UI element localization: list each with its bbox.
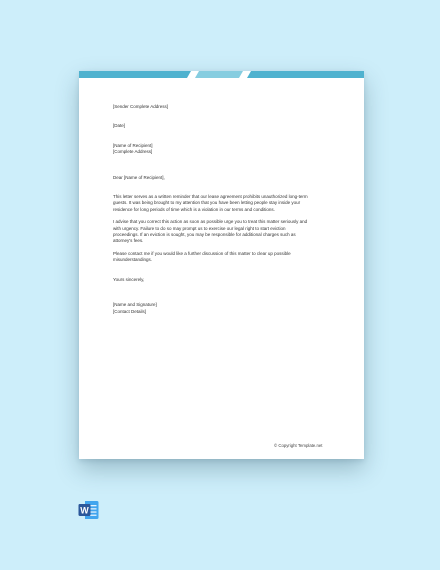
- paragraph-1-line: residence for long periods of time which is a violation in our terms and conditions.: [113, 206, 275, 212]
- word-line: [90, 505, 97, 506]
- word-line: [90, 508, 97, 509]
- microsoft-word-icon: [78, 500, 100, 520]
- letter-document: [79, 71, 364, 459]
- signature: [Name and Signature]: [113, 302, 157, 308]
- paragraph-2-line: with urgency. Failure to do so may prompt us to exercise our legal right to start eviction: [113, 225, 286, 231]
- paragraph-1-line: This letter serves as a written reminder that our lease agreement prohibits unauthorized long-term: [113, 194, 308, 200]
- sender-address: [Sender Complete Address]: [113, 104, 169, 109]
- letter-body: [113, 104, 339, 315]
- closing: Yours sincerely,: [113, 276, 145, 282]
- copyright-notice: © Copyright Template.net: [274, 443, 323, 448]
- salutation: Dear [Name of Recipient],: [113, 174, 165, 180]
- paragraph-3-line: misunderstandings.: [113, 257, 153, 263]
- word-line: [90, 515, 97, 516]
- paragraph-3-line: Please contact me if you would like a further discussion of this matter to clear up possible: [113, 250, 291, 256]
- header-accent-bar: [79, 71, 364, 78]
- word-badge-letter: W: [80, 505, 89, 516]
- header-bar-right: [247, 71, 364, 78]
- paragraph-2-line: I advise that you correct this action as soon as possible urge you to treat this matter seriously and: [113, 219, 308, 225]
- contact-details: [Contact Details]: [113, 308, 147, 314]
- letter-date: [Date]: [113, 123, 126, 129]
- recipient-name: [Name of Recipient]: [113, 142, 153, 148]
- paragraph-2: [113, 219, 339, 245]
- paragraph-1: [113, 194, 339, 213]
- recipient-address: [Complete Address]: [113, 149, 153, 155]
- header-bar-left: [79, 71, 191, 78]
- word-line: [90, 511, 97, 512]
- paragraph-2-line: proceedings. If an eviction is sought, you may be responsible for additional charges such as: [113, 232, 296, 238]
- paragraph-2-line: attorney's fees.: [113, 238, 144, 244]
- header-bar-mid: [195, 71, 243, 78]
- paragraph-1-line: guests. It was being brought to my attention that you have been letting people stay inside your: [113, 200, 301, 206]
- paragraph-3: [113, 251, 339, 264]
